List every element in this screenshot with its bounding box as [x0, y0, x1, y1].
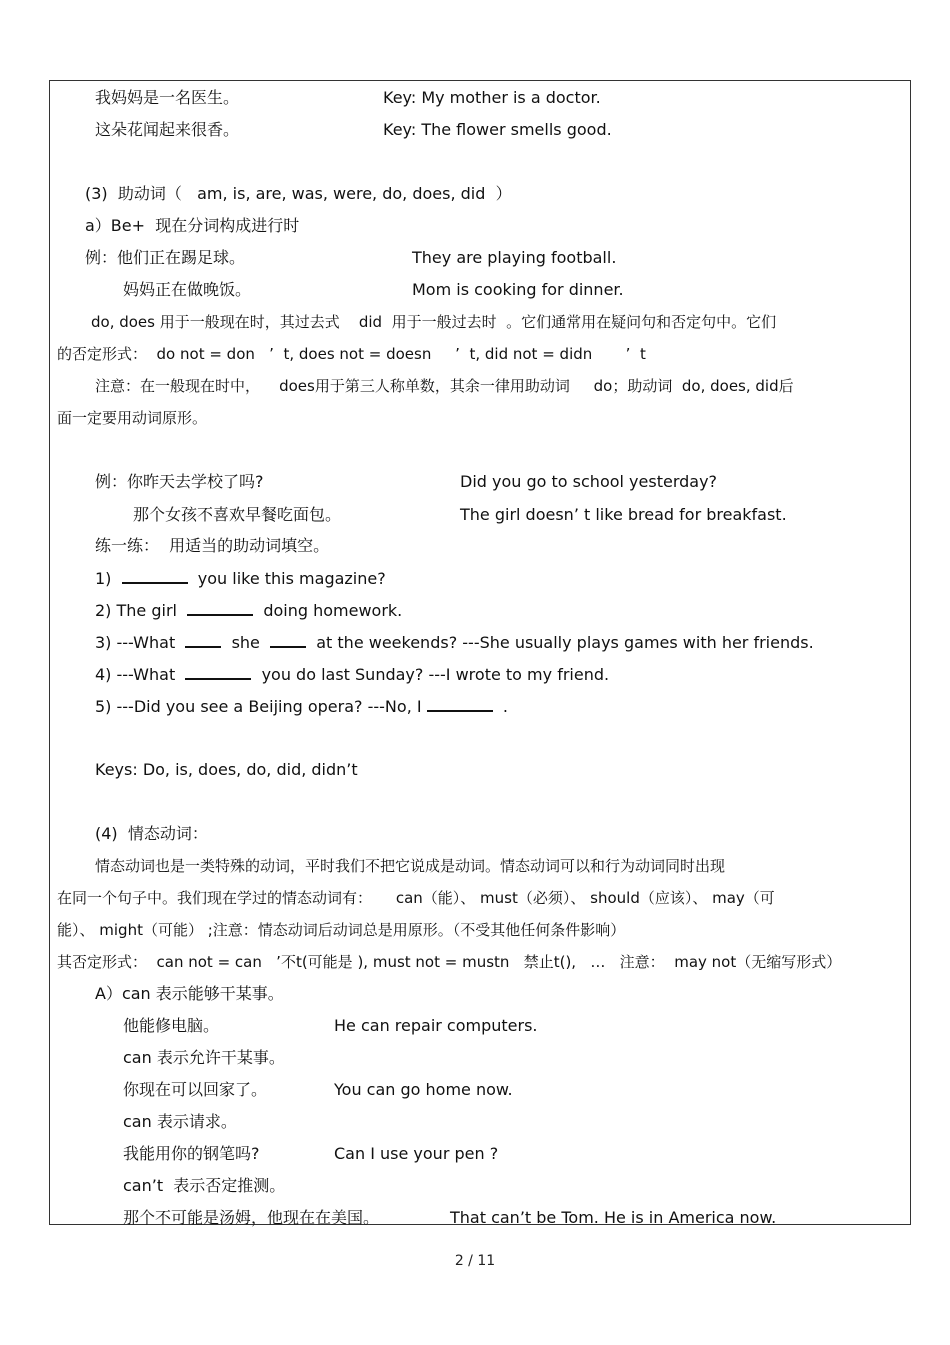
- practice-question-5: 5) ---Did you see a Beijing opera? ---No, I .: [95, 697, 508, 716]
- usage-note: can 表示请求。: [123, 1112, 237, 1131]
- example-cn: 他能修电脑。: [123, 1016, 220, 1035]
- paragraph-line: 其否定形式： can not = can ’不t(可能是 ), must not = mustn 禁止t(), … 注意： may not（无缩写形式）: [57, 953, 842, 971]
- example-cn: 那个女孩不喜欢早餐吃面包。: [133, 505, 342, 524]
- page-number: 2 / 11: [454, 1253, 496, 1269]
- example-cn: 例：你昨天去学校了吗?: [95, 472, 264, 491]
- practice-question-3: 3) ---What she at the weekends? ---She usually plays games with her friends.: [95, 633, 814, 652]
- paragraph-line: 的否定形式： do not = don ’ t, does not = doesn ’ t, did not = didn ’ t: [57, 345, 646, 363]
- answer-blank[interactable]: [187, 600, 253, 616]
- subheading: A）can 表示能够干某事。: [95, 984, 284, 1003]
- example-cn: 这朵花闻起来很香。: [95, 120, 240, 139]
- usage-note: can’t 表示否定推测。: [123, 1176, 286, 1195]
- practice-question-4: 4) ---What you do last Sunday? ---I wrote to my friend.: [95, 665, 610, 684]
- paragraph-line: 面一定要用动词原形。: [57, 409, 208, 427]
- example-en: Mom is cooking for dinner.: [412, 280, 624, 299]
- example-key: Key: My mother is a doctor.: [383, 88, 601, 107]
- example-en: Did you go to school yesterday?: [460, 472, 718, 491]
- paragraph-line: 注意：在一般现在时中， does用于第三人称单数，其余一律用助动词 do；助动词 do, does, did后: [95, 377, 794, 395]
- example-en: That can’t be Tom. He is in America now.: [450, 1208, 777, 1227]
- paragraph-line: 情态动词也是一类特殊的动词，平时我们不把它说成是动词。情态动词可以和行为动词同时出现: [95, 857, 726, 875]
- answer-blank[interactable]: [185, 664, 251, 680]
- example-en: You can go home now.: [334, 1080, 513, 1099]
- section-heading: (3) 助动词（ am, is, are, was, were, do, does, did ）: [85, 184, 512, 203]
- example-cn: 我能用你的钢笔吗?: [123, 1144, 260, 1163]
- example-cn: 我妈妈是一名医生。: [95, 88, 240, 107]
- example-key: Key: The flower smells good.: [383, 120, 612, 139]
- practice-question-2: 2) The girl doing homework.: [95, 601, 403, 620]
- answer-blank[interactable]: [122, 568, 188, 584]
- example-en: The girl doesn’ t like bread for breakfast.: [460, 505, 787, 524]
- example-en: He can repair computers.: [334, 1016, 538, 1035]
- section-heading: (4) 情态动词：: [95, 824, 208, 843]
- practice-title: 练一练： 用适当的助动词填空。: [95, 536, 330, 555]
- subheading: a）Be+ 现在分词构成进行时: [85, 216, 300, 235]
- example-en: They are playing football.: [412, 248, 617, 267]
- example-cn: 例：他们正在踢足球。: [85, 248, 246, 267]
- answer-blank[interactable]: [185, 632, 221, 648]
- example-cn: 那个不可能是汤姆，他现在在美国。: [123, 1208, 380, 1227]
- paragraph-line: 能）、 might（可能） ;注意：情态动词后动词总是用原形。（不受其他任何条件影响）: [57, 921, 626, 939]
- example-cn: 你现在可以回家了。: [123, 1080, 268, 1099]
- answer-blank[interactable]: [427, 696, 493, 712]
- example-en: Can I use your pen ?: [334, 1144, 499, 1163]
- paragraph-line: 在同一个句子中。我们现在学过的情态动词有： can（能）、 must（必须）、 should（应该）、 may（可: [57, 889, 775, 907]
- example-cn: 妈妈正在做晚饭。: [123, 280, 252, 299]
- paragraph-line: do, does 用于一般现在时，其过去式 did 用于一般过去时 。它们通常用在疑问句和否定句中。它们: [91, 313, 777, 331]
- practice-question-1: 1) you like this magazine?: [95, 569, 386, 588]
- usage-note: can 表示允许干某事。: [123, 1048, 285, 1067]
- answer-keys: Keys: Do, is, does, do, did, didn’t: [95, 760, 358, 779]
- answer-blank[interactable]: [270, 632, 306, 648]
